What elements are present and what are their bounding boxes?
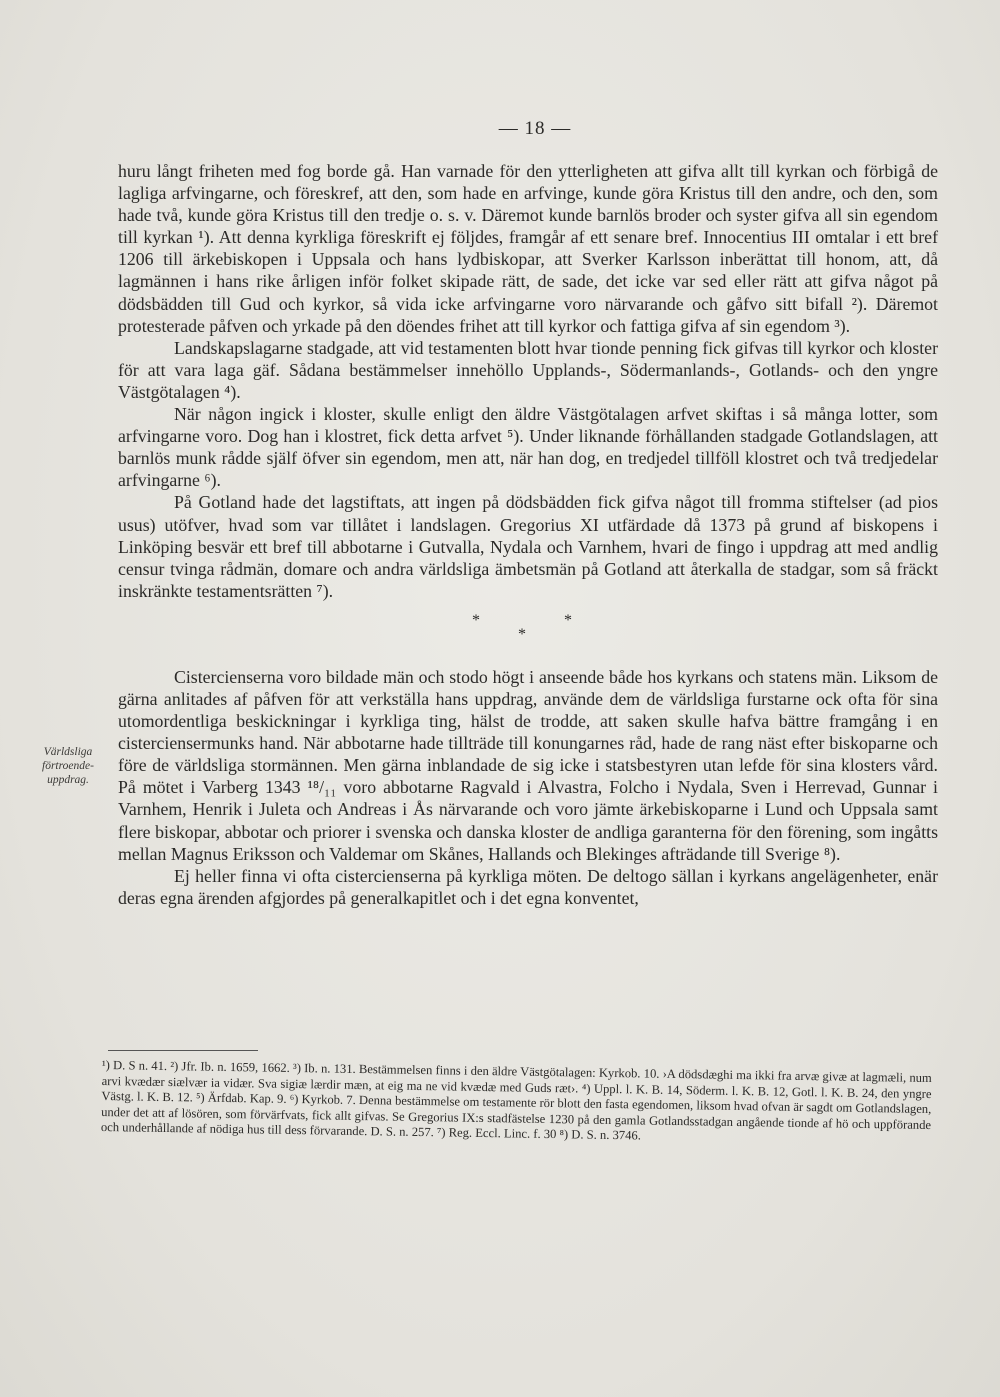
page-number: — 18 — — [498, 118, 572, 139]
paragraph: När någon ingick i kloster, skulle enligt den äldre Västgötalagen arfvet skiftas i så många lotter, som arfvingarne voro. Dog han i klostret, fick detta arfvet ⁵). Under liknande förhållanden stadgade Gotlandslagen, att barnlös munk rådde själf öfver sin egendom, men att, när han dog, en tredjedel tillföll klostret och två tredjedelar arfvingarne ⁶). — [118, 404, 938, 491]
marginal-note-line: förtroende- — [42, 760, 94, 772]
marginal-note-line: uppdrag. — [47, 774, 89, 786]
asterisk: * — [518, 625, 526, 643]
marginal-note — [28, 745, 108, 787]
footnote-rule — [108, 1050, 258, 1051]
paragraph: Ej heller finna vi ofta cistercienserna på kyrkliga möten. De deltogo sällan i kyrkans angelägenheter, enär deras egna ärenden afgjordes på generalkapitlet och i det egna konventet, — [118, 865, 938, 908]
paragraph: Cistercienserna voro bildade män och stodo högt i anseende både hos kyrkans och statens män. Liksom de gärna anlitades af påfven för att verkställa hans uppdrag, använde dem de världsliga furstarne ock ofta för sina utomordentliga beskickningar i kyrkliga ting, hälst de trodde, att saken skulle hafva bättre framgång i en cisterciensermunks hand. När abbotarne hade tillträde till konungarnes råd, hade de rang näst efter biskoparne och före de världsliga stormännen. Men gärna inblandade de sig icke i statsbestyren utan lefde för sina klosters vård. På mötet i Varberg 1343 ¹⁸/₁₁ voro abbotarne Ragvald i Alvastra, Folcho i Nydala, Sven i Herrevad, Gunnar i Varnhem, Henrik i Juleta och Andreas i Ås närvarande och voro jämte ärkebiskoparne i Lund och Uppsala samt flere biskopar, abbotar och priorer i svenska och danska kloster de andliga garanterna för den förening, som ingåtts mellan Magnus Eriksson och Valdemar om Skånes, Hallands och Blekinges afträdande till Sverige ⁸). — [118, 666, 938, 864]
asterisk: * — [564, 611, 572, 629]
main-text — [118, 160, 938, 909]
paragraph: huru långt friheten med fog borde gå. Han varnade för den ytterligheten att gifva allt till kyrkan och förbigå de lagliga arfvingarne, och föreskref, att den, som hade en arfvinge, kunde göra Kristus till den andre, och den, som hade två, kunde göra Kristus till den tredje o. s. v. Däremot kunde barnlös broder och syster gifva all sin egendom till kyrkan ¹). Att denna kyrkliga föreskrift ej följdes, framgår af ett senare bref. Innocentius III omtalar i ett bref 1206 till ärkebiskopen i Uppsala och hans lydbiskopar, att Sverker Karlsson inberättat till honom, att, då lagmännen i hans rike årligen inför folket skipade rätt, de sade, det icke var sed eller rätt att gifva något på dödsbädden till Gud och kyrkor, så vida icke arfvingarne voro närvarande och gåfvo sitt bifall ²). Däremot protesterade påfven och yrkade på den döendes frihet att till kyrkor och fattiga gifva af sin egendom ³). — [118, 161, 938, 336]
paragraph: På Gotland hade det lagstiftats, att ingen på dödsbädden fick gifva något till fromma stiftelser (ad pios usus) utöfver, hvad som var tillåtet i landslagen. Gregorius XI utfärdade då 1373 på grund af biskopens i Linköping besvär ett bref till abbotarne i Gutvalla, Nydala och Varnhem, hvari de fingo i uppdrag att med andlig censur tvinga rådmän, domare och andra världsliga ämbetsmän på Gotland att återkalla de stadgar, som så fräckt inskränkte testamentsrätten ⁷). — [118, 492, 938, 601]
section-divider — [118, 608, 938, 648]
marginal-note-line: Världsliga — [43, 746, 93, 758]
footnote-text: ¹) D. S n. 41. ²) Jfr. Ib. n. 1659, 1662. ³) Ib. n. 131. Bestämmelsen finns i den äldre Västgötalagen: Kyrkob. 10. ›A dödsdæghi ma ikki fra arvæ givæ at lagmæli, num arvi kvædær siælvær ia vidær. Sva sigiæ lærdir mæn, at eig ma ne vid kvædæ med Guds ræt›. ⁴) Uppl. l. K. B. 14, Söderm. l. K. B. 12, Gotl. l. K. B. 24, den yngre Västg. l. K. B. 12. ⁵) Ärfdab. Kap. 9. ⁶) Kyrkob. 7. Denna bestämmelse om testamente rör blott den fasta egendomen, liksom hvad ofvan är sagdt om Gotlandslagen, under det att af lösören, som förvärfvats, fick allt gifvas. Se Gregorius IX:s stadfästelse 1230 på den gamla Gotlandsstadgan angående tionde af hö och uppförande och underhållande af nödiga hus till dess förvarande. D. S. n. 257. ⁷) Reg. Eccl. Linc. f. 30 ⁸) D. S. n. 3746. — [100, 1058, 932, 1143]
paragraph: Landskapslagarne stadgade, att vid testamenten blott hvar tionde penning fick gifvas till kyrkor och kloster för att vara laga gäf. Sådana bestämmelser innehöllo Upplands-, Södermanlands-, Gotlands- och den yngre Västgötalagen ⁴). — [118, 337, 938, 402]
asterisk: * — [472, 611, 480, 629]
footnotes — [101, 1058, 932, 1149]
